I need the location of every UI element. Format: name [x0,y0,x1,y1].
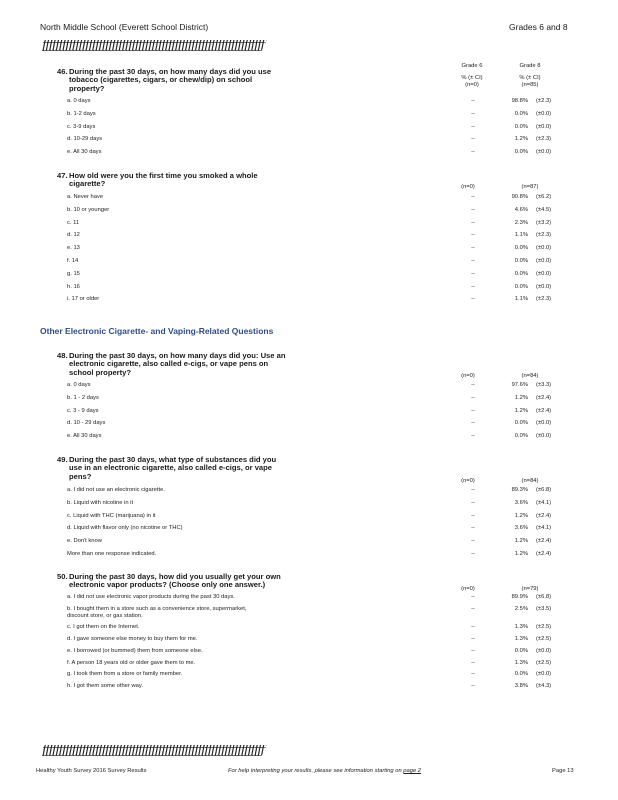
option-label: e. All 30 days [67,149,102,156]
option-label: f. A person 18 years old or older gave them to me. [67,659,196,666]
grade6-value: -- [471,98,475,104]
grade8-ci: (±3.3) [536,382,552,388]
grade6-value: -- [471,407,475,414]
grade8-percent: 0.0% [514,258,528,264]
grade8-ci: (±2.3) [536,98,552,104]
top-rule: ƒƒƒƒƒƒƒƒƒƒƒƒƒƒƒƒƒƒƒƒƒƒƒƒƒƒƒƒƒƒƒƒƒƒƒƒƒƒƒƒƒƒƒƒƒƒƒƒƒƒƒƒƒƒƒƒƒƒƒƒƒƒƒƒƒƒƒ [42,40,264,52]
grade6-value: -- [471,594,475,600]
grades-label: Grades 6 and 8 [509,22,568,32]
option-label: b. I bought them in a store such as a convenience store, supermarket, discount store, or gas station. [67,605,247,619]
grade8-percent: 0.0% [514,270,528,277]
q50-n6: (n=0) [461,586,475,592]
grade6-value: -- [471,283,475,290]
q50-n8: (n=79) [521,586,539,592]
grade8-percent: 3.8% [514,683,528,690]
grade6-value: -- [471,110,475,117]
grade8-percent: 97.6% [511,382,528,388]
grade8-percent: 1.2% [514,538,528,545]
grade8-percent: 4.6% [514,206,528,213]
grade8-ci: (±2.4) [536,407,552,414]
grade8-percent: 3.6% [514,525,528,532]
grade6-value: -- [471,499,475,506]
option-label: h. I got them some other way. [67,683,143,690]
option-label: a. 0 days [67,98,91,104]
page-2-link[interactable]: page 2 [403,768,422,774]
grade8-percent: 1.1% [514,296,528,303]
q47-n6: (n=0) [461,184,475,190]
grade8-percent: 98.8% [511,98,528,104]
grade6-value: -- [471,258,475,264]
option-label: c. Liquid with THC (marijuana) in it [67,512,156,519]
grade6-value: -- [471,512,475,519]
grade6-value: -- [471,296,475,303]
grade6-value: -- [471,659,475,666]
grade8-percent: 1.2% [514,407,528,414]
grade8-ci: (±6.2) [536,194,552,200]
grade6-value: -- [471,206,475,213]
q49-n8: (n=84) [521,478,539,484]
grade8-percent: 0.0% [514,647,528,654]
grade8-ci: (±0.0) [536,110,552,117]
grade8-percent: 0.0% [514,149,528,156]
q48-n8: (n=84) [521,373,539,379]
footer-survey: Healthy Youth Survey 2016 Survey Results [36,768,147,774]
grade6-value: -- [471,551,475,557]
grade6-value: -- [471,605,475,612]
grade8-ci: (±0.0) [536,671,552,678]
grade8-ci: (±4.1) [536,499,552,506]
grade8-percent: 0.0% [514,420,528,427]
grade8-ci: (±4.3) [536,683,552,690]
grade8-ci: (±0.0) [536,245,552,252]
grade6-value: -- [471,671,475,678]
grade8-percent: 0.0% [514,110,528,117]
grade8-ci: (±3.2) [536,219,552,226]
grade8-ci: (±0.0) [536,258,552,264]
option-label: e. Don't know [67,538,102,545]
option-label: b. 1 - 2 days [67,394,99,401]
option-label: d. 10 - 29 days [67,420,106,427]
grade8-ci: (±2.4) [536,512,552,519]
grade8-percent: 0.0% [514,671,528,678]
section-title: Other Electronic Cigarette- and Vaping-Related Questions [40,326,274,336]
grade8-percent: 3.6% [514,499,528,506]
question-48: 48.During the past 30 days, on how many days did you: Use an electronic cigarette, also called e-cigs, or vape pens on school property? [57,351,286,377]
grade8-ci: (±2.4) [536,551,552,557]
grade8-percent: 2.5% [514,605,528,612]
option-label: d. 12 [67,232,80,239]
grade8-ci: (±2.3) [536,232,552,239]
grade6-value: -- [471,623,475,630]
footer-page: Page 13 [552,768,574,774]
option-label: a. I did not use an electronic cigarette. [67,487,165,493]
school-name: North Middle School (Everett School District) [40,22,209,32]
option-label: d. Liquid with flavor only (no nicotine or THC) [67,525,183,532]
bottom-rule: ƒƒƒƒƒƒƒƒƒƒƒƒƒƒƒƒƒƒƒƒƒƒƒƒƒƒƒƒƒƒƒƒƒƒƒƒƒƒƒƒƒƒƒƒƒƒƒƒƒƒƒƒƒƒƒƒƒƒƒƒƒƒƒƒƒƒƒ [42,745,264,757]
grade8-percent: 1.2% [514,394,528,401]
grade6-value: -- [471,420,475,427]
option-label: h. 16 [67,283,80,290]
q48-n6: (n=0) [461,373,475,379]
grade8-ci: (±6.8) [536,487,552,493]
grade8-percent: 1.2% [514,136,528,143]
grade8-ci: (±0.0) [536,149,552,156]
grade8-ci: (±0.0) [536,283,552,290]
grade8-header: Grade 8 % (± CI) (n=85) [519,63,541,88]
grade6-value: -- [471,123,475,130]
grade8-percent: 0.0% [514,433,528,440]
grade6-value: -- [471,538,475,545]
grade8-ci: (±4.1) [536,525,552,532]
option-label: e. I borrowed (or bummed) them from someone else. [67,647,203,654]
grade8-percent: 89.9% [511,594,528,600]
option-label: f. 14 [67,258,79,264]
grade8-ci: (±0.0) [536,420,552,427]
q47-n8: (n=87) [521,184,539,190]
grade8-ci: (±0.0) [536,433,552,440]
grade8-ci: (±2.5) [536,623,552,630]
option-label: c. 11 [67,219,80,226]
grade8-ci: (±0.0) [536,270,552,277]
option-label: e. 13 [67,245,80,252]
grade6-value: -- [471,647,475,654]
grade8-ci: (±2.3) [536,136,552,143]
grade8-ci: (±4.5) [536,206,552,213]
grade6-value: -- [471,219,475,226]
option-label: a. 0 days [67,382,91,388]
grade8-ci: (±2.4) [536,394,552,401]
grade8-percent: 1.3% [514,659,528,666]
grade8-percent: 1.2% [514,512,528,519]
option-label: d. 10-29 days [67,136,103,143]
grade6-value: -- [471,245,475,252]
question-47: 47.How old were you the first time you smoked a whole cigarette? [57,171,258,189]
grade6-value: -- [471,525,475,532]
grade8-ci: (±6.8) [536,594,552,600]
grade8-ci: (±2.5) [536,659,552,666]
grade6-value: -- [471,433,475,440]
grade8-ci: (±0.0) [536,647,552,654]
grade6-value: -- [471,194,475,200]
option-label: b. 1-2 days [67,110,96,117]
q49-n6: (n=0) [461,478,475,484]
option-label: c. 3-9 days [67,123,96,130]
grade8-percent: 0.0% [514,283,528,290]
grade6-value: -- [471,382,475,388]
grade8-ci: (±2.5) [536,635,552,642]
grade8-percent: 2.3% [514,219,528,226]
footer-help: For help interpreting your results, please see information starting on page 2 [228,768,422,774]
option-label: g. I took them from a store or family member. [67,671,183,678]
question-50: 50.During the past 30 days, how did you usually get your own electronic vapor products? (Choose only one answer.) [57,572,281,590]
question-49: 49.During the past 30 days, what type of substances did you use in an electronic cigarette, also called e-cigs, or vape pens? [57,455,277,481]
option-label: e. All 30 days [67,433,102,440]
grade6-value: -- [471,149,475,156]
grade8-percent: 1.1% [514,232,528,239]
option-label: g. 15 [67,270,80,277]
grade6-value: -- [471,635,475,642]
grade6-value: -- [471,683,475,690]
grade8-ci: (±2.4) [536,538,552,545]
grade6-value: -- [471,270,475,277]
grade8-percent: 1.3% [514,635,528,642]
option-label: c. 3 - 9 days [67,407,99,414]
option-label: i. 17 or older [67,296,100,303]
option-label: d. I gave someone else money to buy them for me. [67,635,198,642]
grade8-percent: 0.0% [514,245,528,252]
grade8-percent: 1.3% [514,623,528,630]
grade8-percent: 89.3% [511,487,528,493]
option-label: a. Never have [67,194,104,200]
grade6-value: -- [471,232,475,239]
question-46: 46.During the past 30 days, on how many days did you use tobacco (cigarettes, cigars, or chew/dip) on school property? [57,67,272,93]
option-label: b. 10 or younger [67,206,110,213]
grade8-ci: (±0.0) [536,123,552,130]
grade8-percent: 1.2% [514,551,528,557]
option-label: More than one response indicated. [67,551,157,557]
grade6-header: Grade 6 % (± CI) (n=0) [461,63,483,88]
grade6-value: -- [471,394,475,401]
grade8-percent: 0.0% [514,123,528,130]
option-label: c. I got them on the Internet. [67,623,140,630]
grade6-value: -- [471,487,475,493]
option-label: b. Liquid with nicotine in it [67,499,134,506]
grade8-percent: 90.8% [511,194,528,200]
grade8-ci: (±3.5) [536,605,552,612]
option-label: a. I did not use electronic vapor products during the past 30 days. [67,594,235,600]
grade6-value: -- [471,136,475,143]
grade8-ci: (±2.3) [536,296,552,303]
